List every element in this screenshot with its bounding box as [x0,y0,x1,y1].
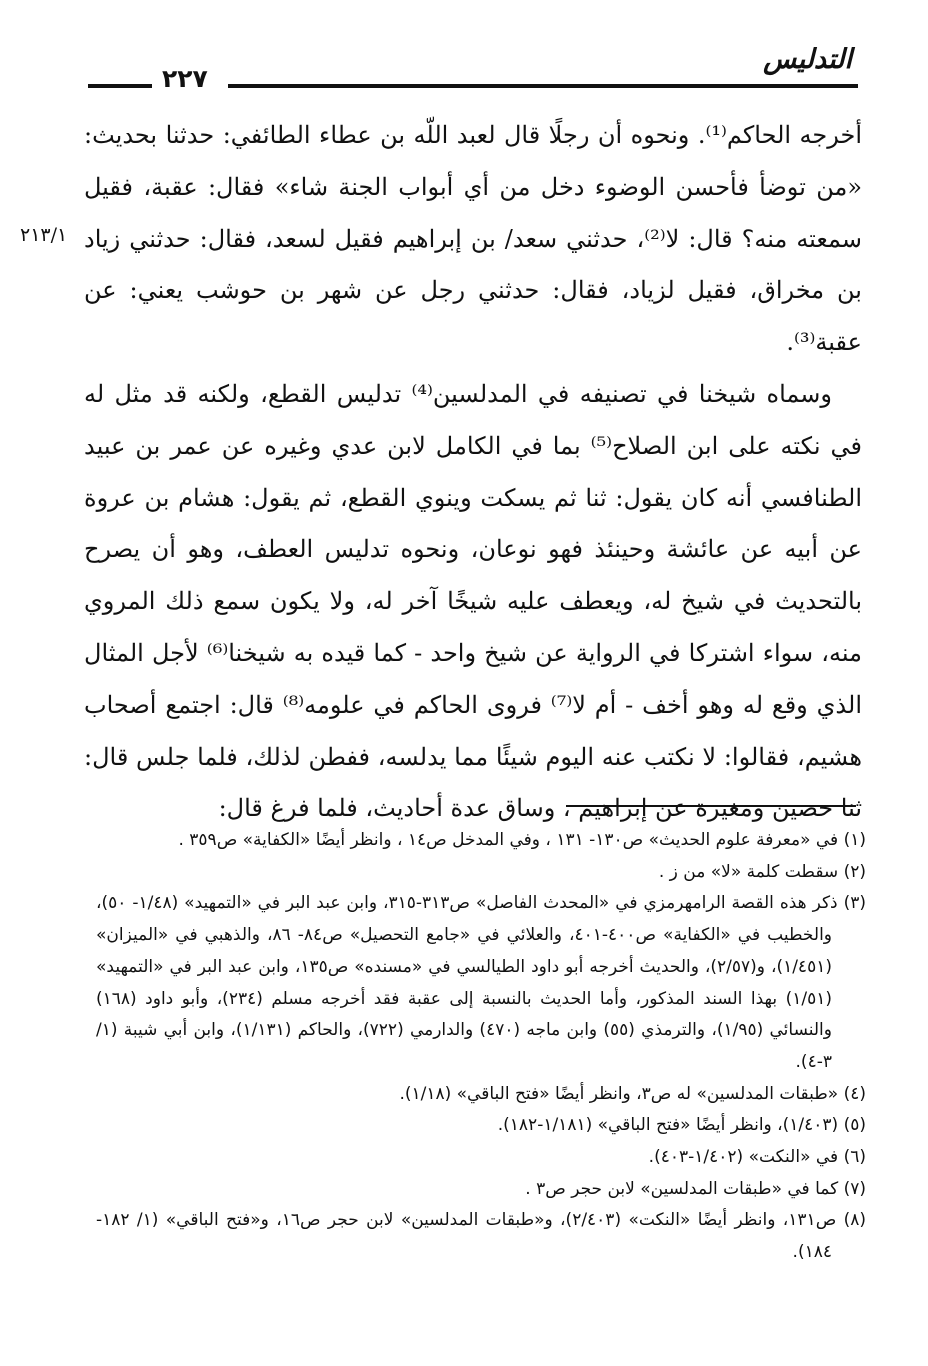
page-number: ٢٢٧ [162,64,208,93]
footnote-6: (٦) في «النكت» (١/٤٠٢-٤٠٣). [648,1147,866,1168]
footnote-4: (٤) «طبقات المدلسين» له ص٣، وانظر أيضًا «فتح الباقي» (١/١٨). [399,1083,866,1104]
footnotes [96,825,866,1269]
header-rule-left [88,84,152,88]
footnote-5: (٥) (١/٤٠٣)، وانظر أيضًا «فتح الباقي» (١/١٨١-١٨٢). [497,1115,866,1136]
footnote-1: (١) في «معرفة علوم الحديث» ص١٣٠- ١٣١ ، وفي المدخل ص١٤ ، وانظر أيضًا «الكفاية» ص٣٥٩ . [178,830,866,850]
footnote-2: (٢) سقطت كلمة «لا» من ز . [658,861,866,882]
footnote-7: (٧) كما في «طبقات المدلسين» لابن حجر ص٣ . [525,1178,866,1199]
header-rule-right [228,84,858,88]
footnote-3: (٣) ذكر هذه القصة الرامهرمزي في «المحدث الفاصل» ص٣١٣-٣١٥، وابن عبد البر في «التمهيد» (١/٤٨- ٥٠)، والخطيب في «الكفاية» ص٤٠٠-٤٠١، والعلائي في «جامع التحصيل» ص٨٤- ٨٦، والذهبي في «الميزان» (١/٤٥١)، و(٢/٥٧)، والحديث أخرجه أبو داود الطيالسي في «مسنده» ص١٣٥، وابن عبد البر في «التمهيد» (١/٥١) بهذا السند المذكور، وأما الحديث بالنسبة إلى عقبة فقد أخرجه مسلم (٢٣٤)، وأبو داود (١٦٨) والنسائي (١/٩٥)، والترمذي (٥٥) وابن ماجه (٤٧٠) والدارمي (٧٢٢)، والحاكم (١/١٣١)، وابن أبي شيبة (١/ ٣-٤). [96,893,866,1072]
page-header [88,44,858,104]
paragraph-2: وسماه شيخنا في تصنيفه في المدلسين⁽⁴⁾ تدليس القطع، ولكنه قد مثل له في نكته على ابن الصلاح⁽⁵⁾ بما في الكامل لابن عدي وغيره عن عمر بن عبيد الطنافسي أنه كان يقول: ثنا ثم يسكت وينوي القطع، ثم يقول: هشام بن عروة عن أبيه عن عائشة وحينئذ فهو نوعان، ونحوه تدليس العطف، وهو أن يصرح بالتحديث في شيخ له، ويعطف عليه شيخًا آخر له، ولا يكون سمع ذلك المروي منه، سواء اشتركا في الرواية عن شيخ واحد - كما قيده به شيخنا⁽⁶⁾ لأجل المثال الذي وقع له وهو أخف - أم لا⁽⁷⁾ فروى الحاكم في علومه⁽⁸⁾ قال: اجتمع أصحاب هشيم، فقالوا: لا نكتب عنه اليوم شيئًا مما يدلسه، ففطن لذلك، فلما جلس قال: ثنا حصين ومغيرة عن إبراهيم ، وساق عدة أحاديث، فلما فرغ قال: [84,379,863,823]
margin-page-reference: ٢١٣/١ [20,224,68,246]
main-text [84,110,862,835]
footnote-8: (٨) ص١٣١، وانظر أيضًا «النكت» (٢/٤٠٣)، و«طبقات المدلسين» لابن حجر ص١٦، و«فتح الباقي» (١/ ١٨٢- ١٨٤). [96,1210,867,1263]
paragraph-1: أخرجه الحاكم⁽¹⁾. ونحوه أن رجلًا قال لعبد اللّه بن عطاء الطائفي: حدثنا بحديث: «من توضأ فأحسن الوضوء دخل من أي أبواب الجنة شاء» فقال: عقبة، فقيل سمعته منه؟ قال: لا⁽²⁾، حدثني سعد/ بن إبراهيم فقيل لسعد، فقال: حدثني زياد بن مخراق، فقيل لزياد، فقال: حدثني رجل عن شهر بن حوشب يعني: عن عقبة⁽³⁾. [84,121,862,357]
running-title: التدليس [763,44,852,75]
footnote-separator [566,805,856,807]
